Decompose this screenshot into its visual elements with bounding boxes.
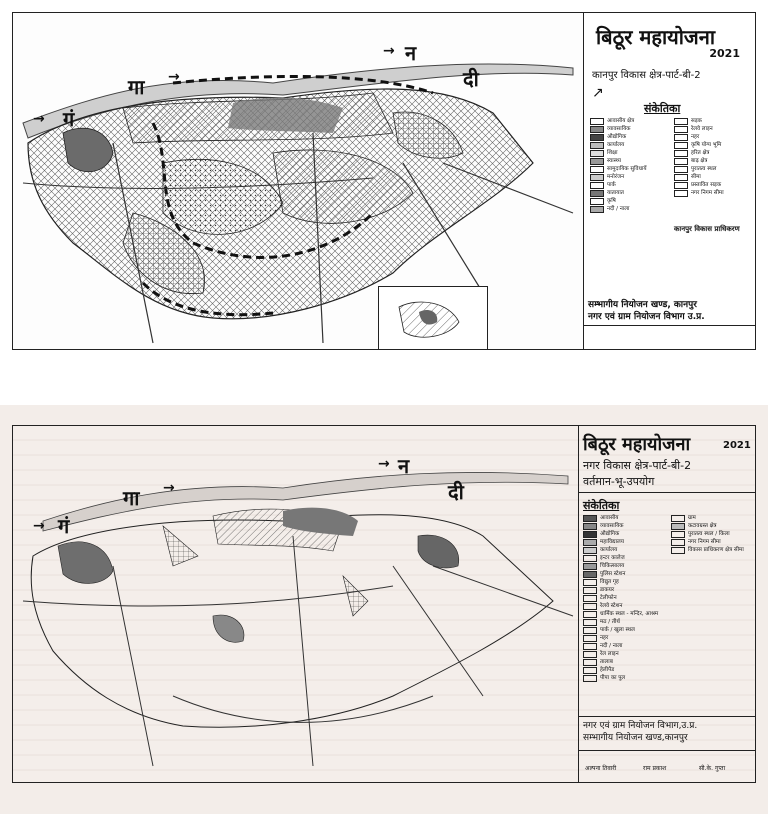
legend-item: रेलवे स्टेशन: [583, 602, 658, 610]
legend-item: पार्क / खुला स्थल: [583, 626, 658, 634]
river-label-4: दी: [448, 480, 464, 504]
legend-item: इन्टर कालेज: [583, 554, 658, 562]
legend-panel: [583, 13, 756, 349]
legend-item: व्यावसायिक: [590, 125, 647, 133]
legend-item: रेल लाइन: [583, 650, 658, 658]
legend-item: औद्योगिक: [590, 133, 647, 141]
river-arrow-icon: →: [378, 456, 390, 472]
divider: [579, 716, 756, 717]
legend-item: कृषि योग्य भूमि: [674, 141, 724, 149]
legend-item: धार्मिक स्थल - मन्दिर, आश्रम: [583, 610, 658, 618]
legend-item: स्वास्थ्य: [590, 157, 647, 165]
legend-item: कटावग्रस्त क्षेत्र: [671, 522, 744, 530]
signature-3: सी.के. गुप्ता: [699, 765, 726, 772]
legend-item: सड़क: [674, 117, 724, 125]
legend-item: पार्क: [590, 181, 647, 189]
legend-item: नहर: [583, 634, 658, 642]
legend-item: टेलीफोन: [583, 594, 658, 602]
map-sheet-master-plan: [12, 12, 756, 350]
legend-item: चिकित्सालय: [583, 562, 658, 570]
map-title: बिठूर महायोजना: [596, 25, 716, 49]
divider: [579, 492, 756, 493]
legend-item: बाढ़ क्षेत्र: [674, 157, 724, 165]
legend-item: मठ / तीर्थ: [583, 618, 658, 626]
org-line-2: सम्भागीय नियोजन खण्ड,कानपुर: [583, 733, 688, 743]
legend-item: प्रस्तावित सड़क: [674, 181, 724, 189]
legend-item: नदी / नाला: [583, 642, 658, 650]
map-drawing: [13, 426, 578, 782]
map-subtitle: नगर विकास क्षेत्र-पार्ट-बी-2: [583, 459, 692, 472]
legend-item: रेलवे लाइन: [674, 125, 724, 133]
map-year: 2021: [709, 47, 740, 60]
legend-item: डाकघर: [583, 586, 658, 594]
river-label-4: दी: [463, 67, 479, 91]
river-label-3: न: [405, 41, 417, 65]
legend-panel: [578, 426, 756, 782]
org-line-1: नगर एवं ग्राम नियोजन विभाग,उ.प्र.: [583, 721, 698, 731]
river-label-2: गा: [128, 75, 145, 99]
river-arrow-icon: →: [33, 111, 45, 127]
legend-item: व्यावसायिक: [583, 522, 658, 530]
map-year: 2021: [723, 440, 751, 451]
divider: [584, 325, 756, 326]
legend-item: सामुदायिक सुविधायें: [590, 165, 647, 173]
authority-title: कानपुर विकास प्राधिकरण: [674, 225, 740, 233]
legend-title: संकेतिका: [583, 499, 620, 512]
divider: [579, 750, 756, 751]
legend-item: कार्यालय: [583, 546, 658, 554]
legend-item: आवासीय क्षेत्र: [590, 117, 647, 125]
river-arrow-icon: →: [383, 43, 395, 59]
map-sheet-existing-landuse: [12, 425, 756, 783]
map-subtitle: कानपुर विकास क्षेत्र-पार्ट-बी-2: [592, 70, 701, 81]
signature-1: अल्पना तिवारी: [585, 765, 617, 772]
map-subtitle-2: वर्तमान-भू-उपयोग: [583, 475, 655, 488]
legend-title: संकेतिका: [644, 102, 681, 115]
river-arrow-icon: →: [33, 518, 45, 534]
legend-item: पुरातत्व स्थल: [674, 165, 724, 173]
legend-item: आवासीय: [583, 514, 658, 522]
legend-item: औद्योगिक: [583, 530, 658, 538]
legend-item: ग्राम: [671, 514, 744, 522]
legend-item: हेलीपैड: [583, 666, 658, 674]
legend-item: नहर: [674, 133, 724, 141]
legend-item: मनोरंजन: [590, 173, 647, 181]
river-arrow-icon: →: [168, 69, 180, 85]
legend-item: कृषि: [590, 197, 647, 205]
org-line-1: सम्भागीय नियोजन खण्ड, कानपुर: [588, 300, 697, 310]
legend-item: पीपा का पुल: [583, 674, 658, 682]
map-title: बिठूर महायोजना: [583, 434, 691, 455]
river-label-2: गा: [123, 486, 140, 510]
legend-item: शिक्षा: [590, 149, 647, 157]
legend-item: यातायात: [590, 189, 647, 197]
legend-item: कार्यालय: [590, 141, 647, 149]
legend-item: सीमा: [674, 173, 724, 181]
legend-item: विद्युत गृह: [583, 578, 658, 586]
north-arrow-icon: ↗: [592, 85, 604, 101]
legend-item: पुलिस स्टेशन: [583, 570, 658, 578]
river-label-3: न: [398, 454, 410, 478]
river-label-1: गं: [63, 107, 75, 131]
map-drawing: [13, 13, 583, 349]
legend-item: विकास प्राधिकरण क्षेत्र सीमा: [671, 546, 744, 554]
river-arrow-icon: →: [163, 480, 175, 496]
inset-location-map: [378, 286, 488, 350]
legend-item: नगर निगम सीमा: [671, 538, 744, 546]
org-line-2: नगर एवं ग्राम नियोजन विभाग उ.प्र.: [588, 312, 705, 322]
legend-item: तालाब: [583, 658, 658, 666]
legend-list-right: [674, 117, 724, 197]
legend-item: नदी / नाला: [590, 205, 647, 213]
legend-item: हरित क्षेत्र: [674, 149, 724, 157]
legend-list-right: [671, 514, 744, 554]
legend-item: महाविद्यालय: [583, 538, 658, 546]
river-label-1: गं: [58, 514, 70, 538]
legend-item: पुरातत्व स्थल / किला: [671, 530, 744, 538]
legend-list-left: [590, 117, 647, 213]
legend-list-left: [583, 514, 658, 682]
signature-2: राम प्रकाश: [643, 765, 667, 772]
legend-item: नगर निगम सीमा: [674, 189, 724, 197]
